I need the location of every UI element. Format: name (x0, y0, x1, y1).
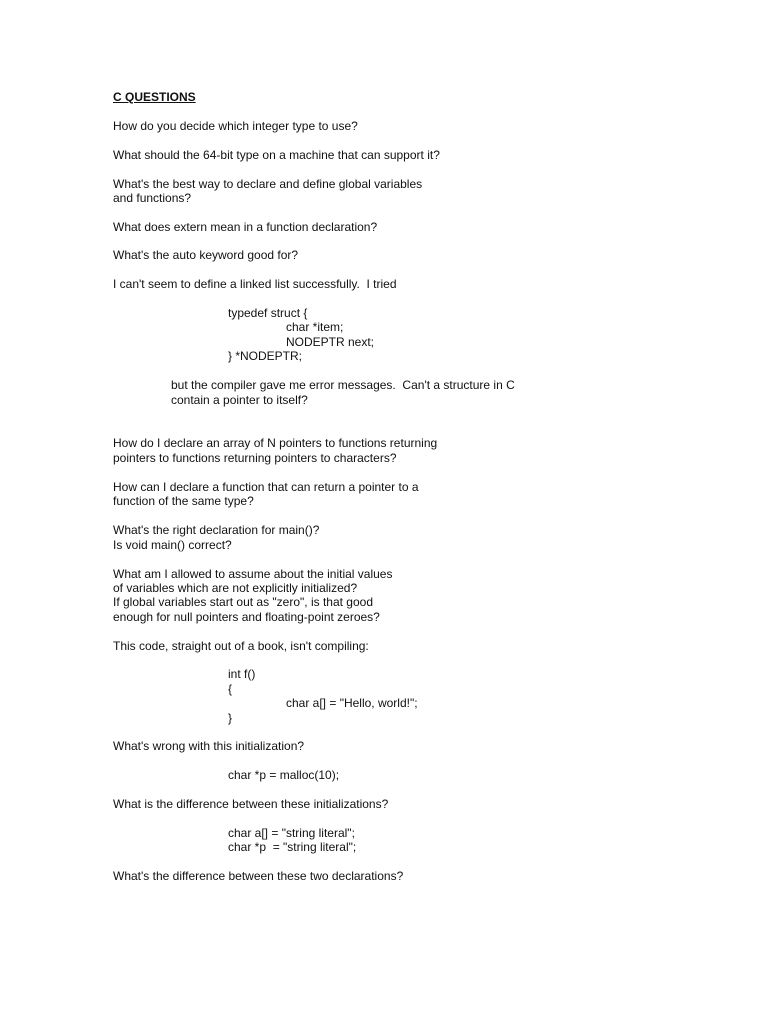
question-main-line1: What's the right declaration for main()? (113, 523, 320, 537)
question-initializations-diff: What is the difference between these initializations? (113, 797, 389, 811)
code-typedef-line4: } *NODEPTR; (228, 349, 303, 363)
question-integer-type: How do you decide which integer type to use? (113, 119, 358, 133)
question-initial-values-line3: If global variables start out as "zero", is that good (113, 595, 373, 609)
question-extern: What does extern mean in a function declaration? (113, 220, 378, 234)
question-initialization: What's wrong with this initialization? (113, 739, 305, 753)
question-initial-values-line4: enough for null pointers and floating-point zeroes? (113, 610, 380, 624)
question-function-pointers-line1: How do I declare an array of N pointers to functions returning (113, 436, 438, 450)
question-book-code: This code, straight out of a book, isn't compiling: (113, 639, 369, 653)
page-title: C QUESTIONS (113, 90, 196, 104)
question-auto-keyword: What's the auto keyword good for? (113, 248, 299, 262)
code-typedef-line3: NODEPTR next; (286, 335, 375, 349)
question-linked-list: I can't seem to define a linked list successfully. I tried (113, 277, 397, 291)
question-function-pointers-line2: pointers to functions returning pointers to characters? (113, 451, 397, 465)
question-global-variables-line1: What's the best way to declare and define global variables (113, 177, 423, 191)
code-typedef-line1: typedef struct { (228, 306, 308, 320)
question-declarations-diff: What's the difference between these two declarations? (113, 869, 404, 883)
question-linked-list-cont1: but the compiler gave me error messages. Can't a structure in C (171, 378, 515, 392)
code-string-literal-line1: char a[] = "string literal"; (228, 826, 355, 840)
question-self-returning-line1: How can I declare a function that can return a pointer to a (113, 480, 419, 494)
question-64-bit-type: What should the 64-bit type on a machine that can support it? (113, 148, 440, 162)
code-func-line4: } (228, 711, 233, 725)
question-linked-list-cont2: contain a pointer to itself? (171, 393, 308, 407)
question-main-line2: Is void main() correct? (113, 538, 232, 552)
code-func-line3: char a[] = "Hello, world!"; (286, 696, 418, 710)
code-malloc: char *p = malloc(10); (228, 768, 340, 782)
code-func-line2: { (228, 682, 233, 696)
code-typedef-line2: char *item; (286, 320, 344, 334)
code-func-line1: int f() (228, 667, 256, 681)
code-string-literal-line2: char *p = "string literal"; (228, 840, 357, 854)
question-global-variables-line2: and functions? (113, 191, 192, 205)
question-initial-values-line2: of variables which are not explicitly initialized? (113, 581, 358, 595)
question-initial-values-line1: What am I allowed to assume about the initial values (113, 567, 393, 581)
question-self-returning-line2: function of the same type? (113, 494, 254, 508)
